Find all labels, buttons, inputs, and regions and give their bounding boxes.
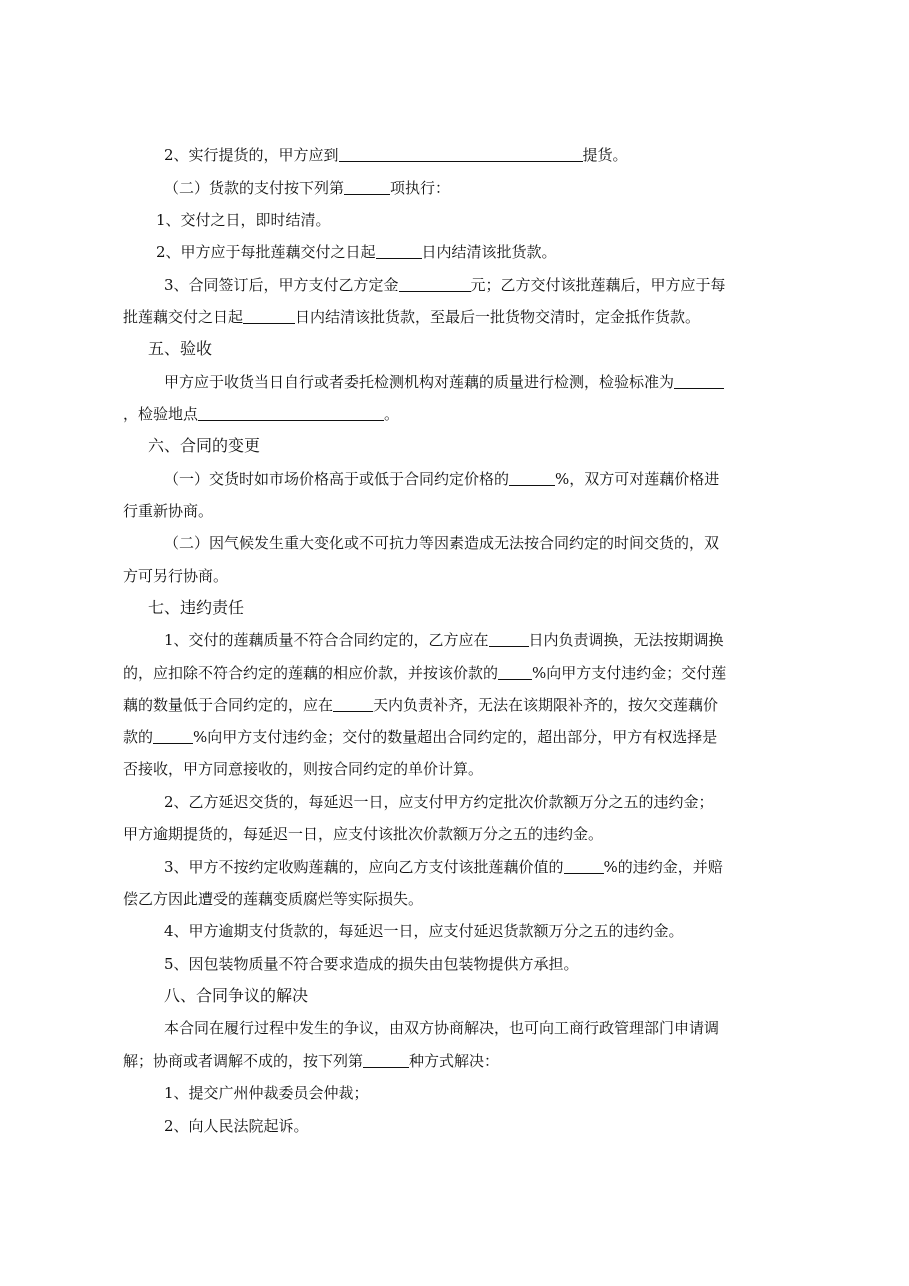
text-line: 3、合同签订后，甲方支付乙方定金 元；乙方交付该批莲藕后，甲方应于每 <box>164 276 726 294</box>
text-line: 款的 %向甲方支付违约金；交付的数量超出合同约定的，超出部分，甲方有权选择是 <box>123 728 718 746</box>
text-line: （一）交货时如市场价格高于或低于合同约定价格的 %，双方可对莲藕价格进 <box>164 470 720 488</box>
text-line: 5、因包装物质量不符合要求造成的损失由包装物提供方承担。 <box>164 955 579 973</box>
fill-in-blank <box>339 145 583 162</box>
text-line: ，检验地点 。 <box>123 405 400 423</box>
fill-in-blank <box>153 727 193 744</box>
fill-in-blank <box>344 178 390 195</box>
fill-in-blank <box>243 307 295 324</box>
text-line: 1、交付之日，即时结清。 <box>156 211 331 229</box>
text-line: 1、提交广州仲裁委员会仲裁； <box>164 1084 369 1102</box>
text-line: 偿乙方因此遭受的莲藕变质腐烂等实际损失。 <box>123 890 424 908</box>
text-line: 方可另行协商。 <box>123 567 229 585</box>
text-line: 行重新协商。 <box>123 502 214 520</box>
fill-in-blank <box>564 857 604 874</box>
fill-in-blank <box>674 372 724 389</box>
text-line: 解；协商或者调解不成的，按下列第 种方式解决： <box>123 1052 500 1070</box>
text-line: 1、交付的莲藕质量不符合合同约定的，乙方应在 日内负责调换，无法按期调换 <box>164 631 724 649</box>
section-heading: 八、合同争议的解决 <box>164 986 309 1005</box>
text-line: 本合同在履行过程中发生的争议，由双方协商解决，也可向工商行政管理部门申请调 <box>164 1019 720 1037</box>
section-heading: 五、验收 <box>148 339 213 358</box>
text-line: 藕的数量低于合同约定的，应在 天内负责补齐，无法在该期限补齐的，按欠交莲藕价 <box>123 696 719 714</box>
fill-in-blank <box>198 404 384 421</box>
text-line: 2、实行提货的，甲方应到 提货。 <box>164 146 628 164</box>
text-line: （二）因气候发生重大变化或不可抗力等因素造成无法按合同约定的时间交货的，双 <box>164 534 720 552</box>
text-line: 2、向人民法院起诉。 <box>164 1117 309 1135</box>
section-heading: 六、合同的变更 <box>148 436 261 455</box>
text-line: 批莲藕交付之日起 日内结清该批货款，至最后一批货物交清时，定金抵作货款。 <box>123 308 701 326</box>
text-line: 4、甲方逾期支付货款的，每延迟一日，应支付延迟货款额万分之五的违约金。 <box>164 922 684 940</box>
section-heading: 七、违约责任 <box>148 598 245 617</box>
text-line: 甲方应于收货当日自行或者委托检测机构对莲藕的质量进行检测，检验标准为 <box>164 372 724 392</box>
fill-in-blank <box>376 242 422 259</box>
text-line: 2、甲方应于每批莲藕交付之日起 日内结清该批货款。 <box>156 243 557 261</box>
text-line: 甲方逾期提货的，每延迟一日，应支付该批次价款额万分之五的违约金。 <box>123 825 604 843</box>
text-line: 否接收，甲方同意接收的，则按合同约定的单价计算。 <box>123 760 484 778</box>
fill-in-blank <box>498 663 532 680</box>
text-line: 2、乙方延迟交货的，每延迟一日，应支付甲方约定批次价款额万分之五的违约金； <box>164 793 714 811</box>
fill-in-blank <box>399 275 471 292</box>
fill-in-blank <box>333 695 373 712</box>
fill-in-blank <box>363 1051 409 1068</box>
text-line: 的，应扣除不符合约定的莲藕的相应价款，并按该价款的 %向甲方支付违约金；交付莲 <box>123 664 727 682</box>
text-line: （二）货款的支付按下列第 项执行： <box>164 179 451 197</box>
fill-in-blank <box>489 630 529 647</box>
fill-in-blank <box>509 469 555 486</box>
text-line: 3、甲方不按约定收购莲藕的，应向乙方支付该批莲藕价值的 %的违约金，并赔 <box>164 858 723 876</box>
